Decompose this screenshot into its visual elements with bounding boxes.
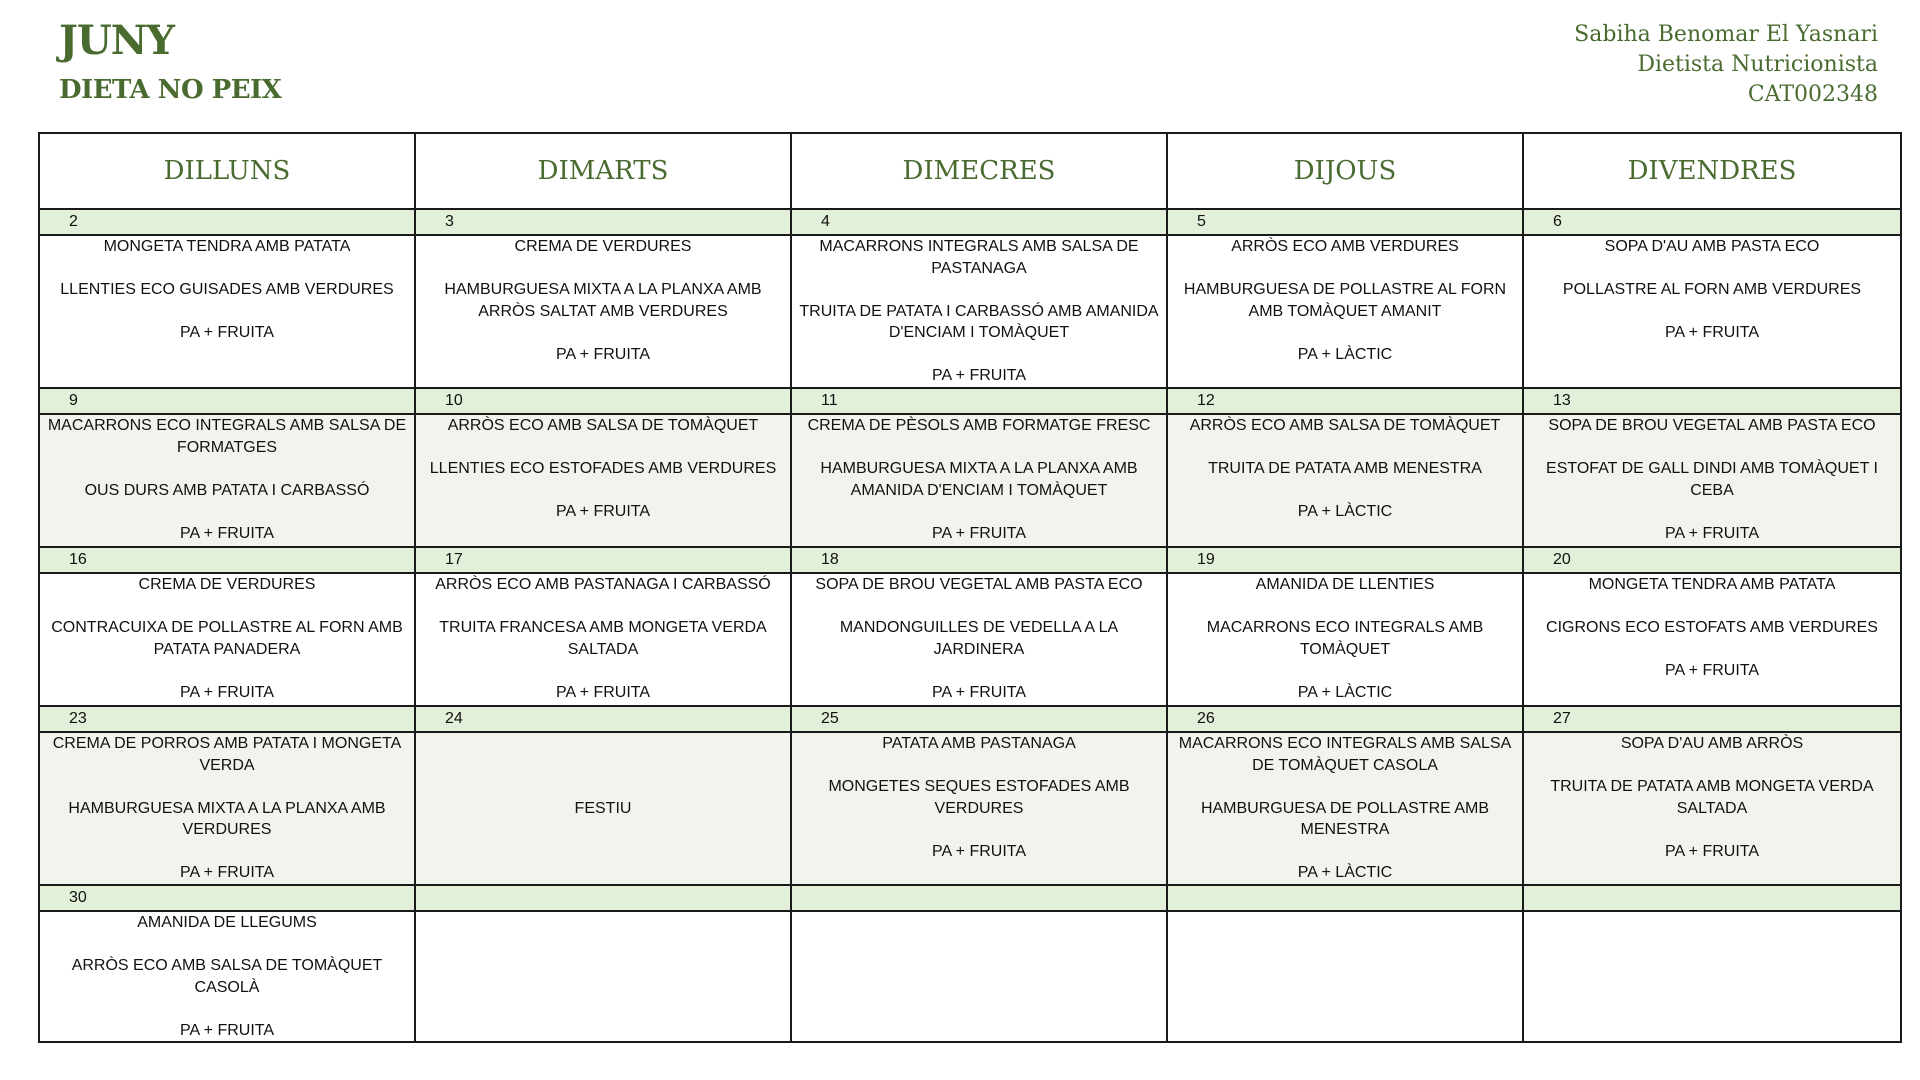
dessert: PA + FRUITA bbox=[1664, 324, 1760, 341]
menu-cell bbox=[1167, 573, 1523, 706]
second-course: OUS DURS AMB PATATA I CARBASSÓ bbox=[84, 481, 370, 499]
day-header-friday: DIVENDRES bbox=[1523, 133, 1901, 209]
first-course: MACARRONS INTEGRALS AMB SALSA DE PASTANAGA bbox=[819, 238, 1139, 277]
menu-cell bbox=[1523, 732, 1901, 885]
empty-cell bbox=[791, 911, 1167, 1042]
dessert: PA + FRUITA bbox=[1664, 842, 1760, 860]
day-number: 23 bbox=[39, 706, 415, 732]
dessert: PA + LÀCTIC bbox=[1297, 864, 1393, 881]
first-course: SOPA D'AU AMB ARRÒS bbox=[1620, 735, 1804, 752]
day-number: 25 bbox=[791, 706, 1167, 732]
day-number: 26 bbox=[1167, 706, 1523, 732]
second-course: ESTOFAT DE GALL DINDI AMB TOMÀQUET I CEBA bbox=[1546, 460, 1878, 499]
menu-row bbox=[39, 732, 1901, 885]
weekday-header-row bbox=[39, 133, 1901, 209]
menu-row bbox=[39, 235, 1901, 388]
day-header-thursday: DIJOUS bbox=[1167, 133, 1523, 209]
day-number bbox=[791, 885, 1167, 911]
second-course: TRUITA DE PATATA AMB MENESTRA bbox=[1208, 460, 1482, 477]
dessert: PA + FRUITA bbox=[931, 367, 1027, 384]
day-header-monday: DILLUNS bbox=[39, 133, 415, 209]
menu-cell bbox=[1523, 573, 1901, 706]
date-row bbox=[39, 388, 1901, 414]
second-course: HAMBURGUESA DE POLLASTRE AMB MENESTRA bbox=[1200, 799, 1490, 838]
day-number: 13 bbox=[1523, 388, 1901, 414]
menu-cell bbox=[39, 235, 415, 388]
day-number: 11 bbox=[791, 388, 1167, 414]
day-number: 2 bbox=[39, 209, 415, 235]
date-row bbox=[39, 547, 1901, 573]
menu-cell bbox=[791, 235, 1167, 388]
first-course: CREMA DE PORROS AMB PATATA I MONGETA VERDA bbox=[52, 735, 402, 774]
day-number: 6 bbox=[1523, 209, 1901, 235]
second-course: TRUITA FRANCESA AMB MONGETA VERDA SALTADA bbox=[439, 619, 767, 658]
second-course: POLLASTRE AL FORN AMB VERDURES bbox=[1562, 281, 1862, 298]
day-number: 16 bbox=[39, 547, 415, 573]
first-course: SOPA DE BROU VEGETAL AMB PASTA ECO bbox=[1548, 417, 1876, 434]
second-course: CONTRACUIXA DE POLLASTRE AL FORN AMB PATATA PANADERA bbox=[51, 619, 403, 658]
dessert: PA + FRUITA bbox=[555, 503, 651, 520]
holiday-cell bbox=[415, 732, 791, 885]
first-course: ARRÒS ECO AMB SALSA DE TOMÀQUET bbox=[1189, 417, 1501, 434]
second-course: TRUITA DE PATATA AMB MONGETA VERDA SALTADA bbox=[1550, 778, 1874, 817]
date-row bbox=[39, 706, 1901, 732]
dessert: PA + FRUITA bbox=[1664, 524, 1760, 542]
second-course: CIGRONS ECO ESTOFATS AMB VERDURES bbox=[1546, 619, 1878, 636]
second-course: TRUITA DE PATATA I CARBASSÓ AMB AMANIDA D'ENCIAM I TOMÀQUET bbox=[799, 302, 1159, 341]
day-number bbox=[1523, 885, 1901, 911]
author-block bbox=[1574, 20, 1878, 110]
menu-row bbox=[39, 911, 1901, 1042]
empty-cell bbox=[415, 911, 791, 1042]
day-number: 30 bbox=[39, 885, 415, 911]
menu-cell bbox=[1167, 732, 1523, 885]
first-course: SOPA DE BROU VEGETAL AMB PASTA ECO bbox=[815, 576, 1143, 593]
author-code: CAT002348 bbox=[1747, 82, 1878, 107]
first-course: ARRÒS ECO AMB VERDURES bbox=[1231, 238, 1459, 255]
second-course: HAMBURGUESA MIXTA A LA PLANXA AMB VERDURES bbox=[68, 799, 386, 838]
menu-cell bbox=[39, 732, 415, 885]
day-number: 3 bbox=[415, 209, 791, 235]
menu-cell bbox=[1523, 235, 1901, 388]
first-course: AMANIDA DE LLEGUMS bbox=[137, 914, 317, 931]
empty-cell bbox=[1523, 911, 1901, 1042]
menu-cell bbox=[415, 573, 791, 706]
day-number: 4 bbox=[791, 209, 1167, 235]
menu-cell bbox=[791, 573, 1167, 706]
dessert: PA + FRUITA bbox=[179, 324, 275, 341]
second-course: LLENTIES ECO GUISADES AMB VERDURES bbox=[60, 281, 394, 298]
second-course: HAMBURGUESA MIXTA A LA PLANXA AMB AMANIDA D'ENCIAM I TOMÀQUET bbox=[820, 460, 1138, 499]
day-number: 17 bbox=[415, 547, 791, 573]
menu-cell bbox=[1167, 235, 1523, 388]
menu-cell bbox=[39, 573, 415, 706]
dessert: PA + LÀCTIC bbox=[1297, 345, 1393, 363]
day-number: 27 bbox=[1523, 706, 1901, 732]
first-course: PATATA AMB PASTANAGA bbox=[882, 735, 1076, 752]
dessert: PA + LÀCTIC bbox=[1297, 503, 1393, 520]
dessert: PA + FRUITA bbox=[179, 683, 275, 701]
dessert: PA + FRUITA bbox=[179, 524, 275, 542]
second-course: LLENTIES ECO ESTOFADES AMB VERDURES bbox=[429, 460, 777, 477]
first-course: MACARRONS ECO INTEGRALS AMB SALSA DE TOMÀQUET CASOLA bbox=[1178, 735, 1512, 774]
second-course: ARRÒS ECO AMB SALSA DE TOMÀQUET CASOLÀ bbox=[71, 957, 383, 996]
diet-subtitle: DIETA NO PEIX bbox=[59, 75, 282, 105]
title-block bbox=[59, 15, 281, 107]
second-course: MACARRONS ECO INTEGRALS AMB TOMÀQUET bbox=[1206, 619, 1484, 658]
day-number: 5 bbox=[1167, 209, 1523, 235]
author-name: Sabiha Benomar El Yasnari bbox=[1574, 22, 1878, 47]
date-row bbox=[39, 885, 1901, 911]
first-course: MONGETA TENDRA AMB PATATA bbox=[103, 238, 351, 255]
first-course: MACARRONS ECO INTEGRALS AMB SALSA DE FORMATGES bbox=[47, 417, 407, 456]
holiday-label: FESTIU bbox=[574, 799, 632, 817]
day-number: 20 bbox=[1523, 547, 1901, 573]
month-title: JUNY bbox=[59, 17, 174, 64]
empty-cell bbox=[1167, 911, 1523, 1042]
second-course: MONGETES SEQUES ESTOFADES AMB VERDURES bbox=[828, 778, 1130, 817]
dessert: PA + FRUITA bbox=[555, 345, 651, 363]
dessert: PA + FRUITA bbox=[931, 683, 1027, 701]
first-course: CREMA DE VERDURES bbox=[514, 238, 692, 255]
day-number bbox=[415, 885, 791, 911]
day-number: 18 bbox=[791, 547, 1167, 573]
day-number: 9 bbox=[39, 388, 415, 414]
dessert: PA + FRUITA bbox=[179, 864, 275, 881]
day-number: 12 bbox=[1167, 388, 1523, 414]
menu-row bbox=[39, 414, 1901, 547]
day-number: 10 bbox=[415, 388, 791, 414]
menu-cell bbox=[791, 732, 1167, 885]
first-course: ARRÒS ECO AMB PASTANAGA I CARBASSÓ bbox=[435, 576, 771, 593]
second-course: HAMBURGUESA DE POLLASTRE AL FORN AMB TOMÀQUET AMANIT bbox=[1183, 281, 1507, 320]
second-course: HAMBURGUESA MIXTA A LA PLANXA AMB ARRÒS SALTAT AMB VERDURES bbox=[444, 281, 762, 320]
dessert: PA + FRUITA bbox=[555, 683, 651, 701]
dessert: PA + FRUITA bbox=[179, 1021, 275, 1039]
dessert: PA + FRUITA bbox=[931, 842, 1027, 860]
menu-cell bbox=[39, 911, 415, 1042]
day-number: 19 bbox=[1167, 547, 1523, 573]
second-course: MANDONGUILLES DE VEDELLA A LA JARDINERA bbox=[839, 619, 1119, 658]
dessert: PA + LÀCTIC bbox=[1297, 683, 1393, 701]
menu-cell bbox=[1167, 414, 1523, 547]
menu-cell bbox=[791, 414, 1167, 547]
date-row bbox=[39, 209, 1901, 235]
first-course: CREMA DE PÈSOLS AMB FORMATGE FRESC bbox=[807, 417, 1151, 434]
day-header-tuesday: DIMARTS bbox=[415, 133, 791, 209]
day-header-wednesday: DIMECRES bbox=[791, 133, 1167, 209]
menu-cell bbox=[1523, 414, 1901, 547]
day-number bbox=[1167, 885, 1523, 911]
first-course: CREMA DE VERDURES bbox=[138, 576, 316, 593]
first-course: AMANIDA DE LLENTIES bbox=[1255, 576, 1435, 593]
day-number: 24 bbox=[415, 706, 791, 732]
menu-cell bbox=[415, 235, 791, 388]
first-course: SOPA D'AU AMB PASTA ECO bbox=[1604, 238, 1820, 255]
first-course: ARRÒS ECO AMB SALSA DE TOMÀQUET bbox=[447, 417, 759, 434]
author-role: Dietista Nutricionista bbox=[1637, 52, 1878, 77]
menu-cell bbox=[39, 414, 415, 547]
first-course: MONGETA TENDRA AMB PATATA bbox=[1588, 576, 1836, 593]
menu-row bbox=[39, 573, 1901, 706]
dessert: PA + FRUITA bbox=[931, 524, 1027, 542]
menu-cell bbox=[415, 414, 791, 547]
dessert: PA + FRUITA bbox=[1664, 662, 1760, 679]
menu-calendar bbox=[38, 132, 1902, 1043]
